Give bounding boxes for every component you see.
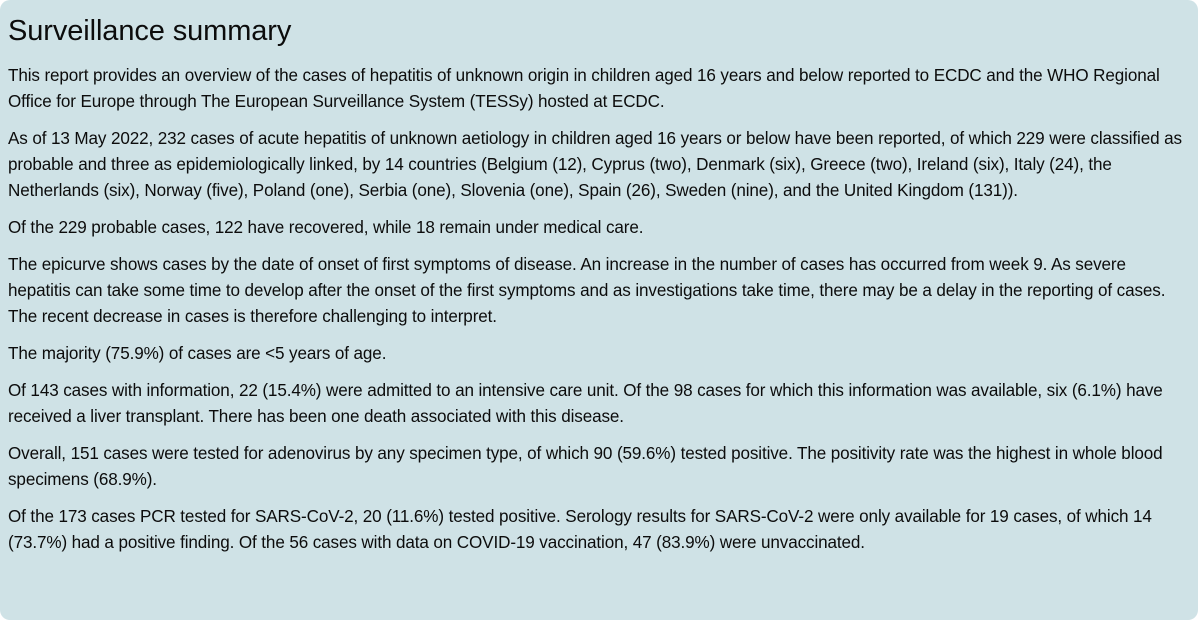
paragraph-sars-cov-2: Of the 173 cases PCR tested for SARS-CoV-2, 20 (11.6%) tested positive. Serology results for SARS-CoV-2 were only available for 19 cases, of which 14 (73.7%) had a positive finding. Of the 56 cases with data on COVID-19 vaccination, 47 (83.9%) were unvaccinated. [8, 507, 1152, 552]
paragraph-adenovirus: Overall, 151 cases were tested for adenovirus by any specimen type, of which 90 (59.6%) tested positive. The positivity rate was the highest in whole blood specimens (68.9%). [8, 444, 1163, 489]
paragraph-epicurve: The epicurve shows cases by the date of onset of first symptoms of disease. An increase in the number of cases has occurred from week 9. As severe hepatitis can take some time to develop after the onset of the first symptoms and as investigations take time, there may be a delay in the reporting of cases. The recent decrease in cases is therefore challenging to interpret. [8, 255, 1166, 326]
paragraph-severity: Of 143 cases with information, 22 (15.4%) were admitted to an intensive care unit. Of the 98 cases for which this information was available, six (6.1%) have received a liver transplant. There has been one death associated with this disease. [8, 381, 1163, 426]
paragraph-age: The majority (75.9%) of cases are <5 years of age. [8, 344, 387, 363]
section-title: Surveillance summary [8, 15, 292, 47]
paragraph-report-overview: This report provides an overview of the cases of hepatitis of unknown origin in children aged 16 years and below reported to ECDC and the WHO Regional Office for Europe through The European Surveillance System (TESSy) hosted at ECDC. [8, 66, 1160, 111]
paragraph-case-counts: As of 13 May 2022, 232 cases of acute hepatitis of unknown aetiology in children aged 16 years or below have been reported, of which 229 were classified as probable and three as epidemiologically linked, by 14 countries (Belgium (12), Cyprus (two), Denmark (six), Greece (two), Ireland (six), Italy (24), the Netherlands (six), Norway (five), Poland (one), Serbia (one), Slovenia (one), Spain (26), Sweden (nine), and the United Kingdom (131)). [8, 129, 1182, 200]
paragraph-recovery: Of the 229 probable cases, 122 have recovered, while 18 remain under medical care. [8, 218, 644, 237]
